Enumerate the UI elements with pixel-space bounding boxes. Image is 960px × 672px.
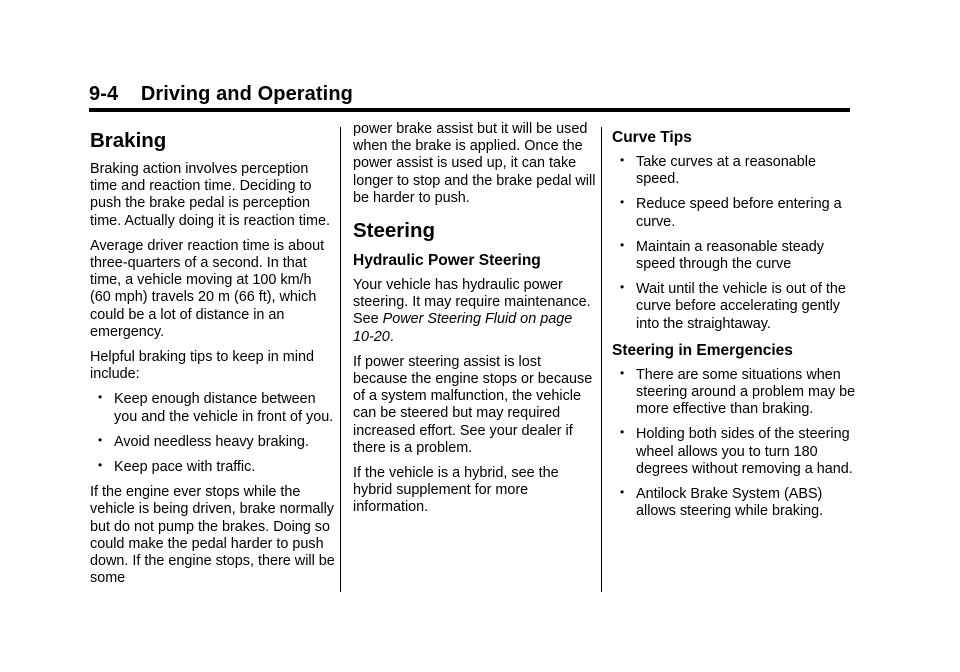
header-rule	[89, 108, 850, 112]
list-item: • Keep enough distance between you and the vehicle in front of you.	[98, 390, 334, 425]
paragraph: power brake assist but it will be used when the brake is applied. Once the power assist is used up, it can take longer to stop and the brake pedal will be harder to push.	[353, 121, 596, 206]
paragraph: If power steering assist is lost because the engine stops or because of a system malfunction, the vehicle can be steered but may required increased effort. See your dealer if there is a problem.	[353, 353, 593, 456]
bullet-icon: •	[620, 237, 625, 252]
paragraph: Helpful braking tips to keep in mind include:	[90, 349, 314, 383]
bullet-icon: •	[620, 195, 625, 210]
bullet-icon: •	[98, 458, 103, 473]
subheading-steering-in-emergencies: Steering in Emergencies	[612, 341, 793, 359]
list-item: • Avoid needless heavy braking.	[98, 432, 309, 450]
paragraph: Braking action involves perception time and reaction time. Deciding to push the brake pedal is perception time. Actually doing it is reaction time.	[90, 161, 330, 229]
list-item: • Take curves at a reasonable speed.	[620, 153, 816, 188]
bullet-icon: •	[98, 390, 103, 405]
subheading-hydraulic-power-steering: Hydraulic Power Steering	[353, 252, 541, 270]
paragraph: If the engine ever stops while the vehicle is being driven, brake normally but do not pump the brakes. Doing so could make the pedal harder to push down. If the engine stops, there will be some	[90, 484, 335, 587]
list-item: • Holding both sides of the steering wheel allows you to turn 180 degrees without removing a hand.	[620, 425, 853, 477]
bullet-icon: •	[620, 485, 625, 500]
column-divider-2	[601, 127, 602, 592]
cross-reference-link[interactable]: Power Steering Fluid on page 10‑20	[353, 311, 573, 345]
list-item: • Maintain a reasonable steady speed through the curve	[620, 237, 824, 273]
page-header	[89, 82, 850, 112]
column-1	[90, 118, 336, 595]
list-item: • Antilock Brake System (ABS) allows steering while braking.	[620, 485, 824, 520]
list-item: • Keep pace with traffic.	[98, 458, 256, 476]
column-2	[353, 121, 599, 525]
list-item: • Wait until the vehicle is out of the curve before accelerating gently into the straightaway.	[620, 280, 846, 332]
paragraph: If the vehicle is a hybrid, see the hybrid supplement for more information.	[353, 465, 559, 516]
bullet-icon: •	[620, 153, 625, 167]
list-item: • Reduce speed before entering a curve.	[620, 195, 842, 230]
page-header-title: 9-4 Driving and Operating	[89, 83, 353, 105]
list-item: • There are some situations when steering around a problem may be more effective than braking.	[620, 365, 856, 418]
section-heading-braking: Braking	[90, 129, 167, 152]
subheading-curve-tips: Curve Tips	[612, 129, 692, 146]
bullet-icon: •	[98, 432, 103, 447]
bullet-icon: •	[620, 425, 625, 440]
braking-tips-list	[90, 391, 336, 476]
section-heading-steering: Steering	[353, 219, 436, 243]
curve-tips-list	[612, 154, 858, 333]
column-3	[612, 118, 858, 528]
bullet-icon: •	[620, 280, 625, 295]
column-divider-1	[340, 127, 341, 592]
emergency-steering-list	[612, 367, 858, 521]
paragraph: Average driver reaction time is about three-quarters of a second. In that time, a vehicle moving at 100 km/h (60 mph) travels 20 m (66 ft), which could be a lot of distance in an emergency.	[90, 237, 325, 340]
bullet-icon: •	[620, 365, 625, 380]
paragraph: Your vehicle has hydraulic power steering. It may require maintenance. See Power Steering Fluid on page 10‑20.	[353, 277, 591, 345]
